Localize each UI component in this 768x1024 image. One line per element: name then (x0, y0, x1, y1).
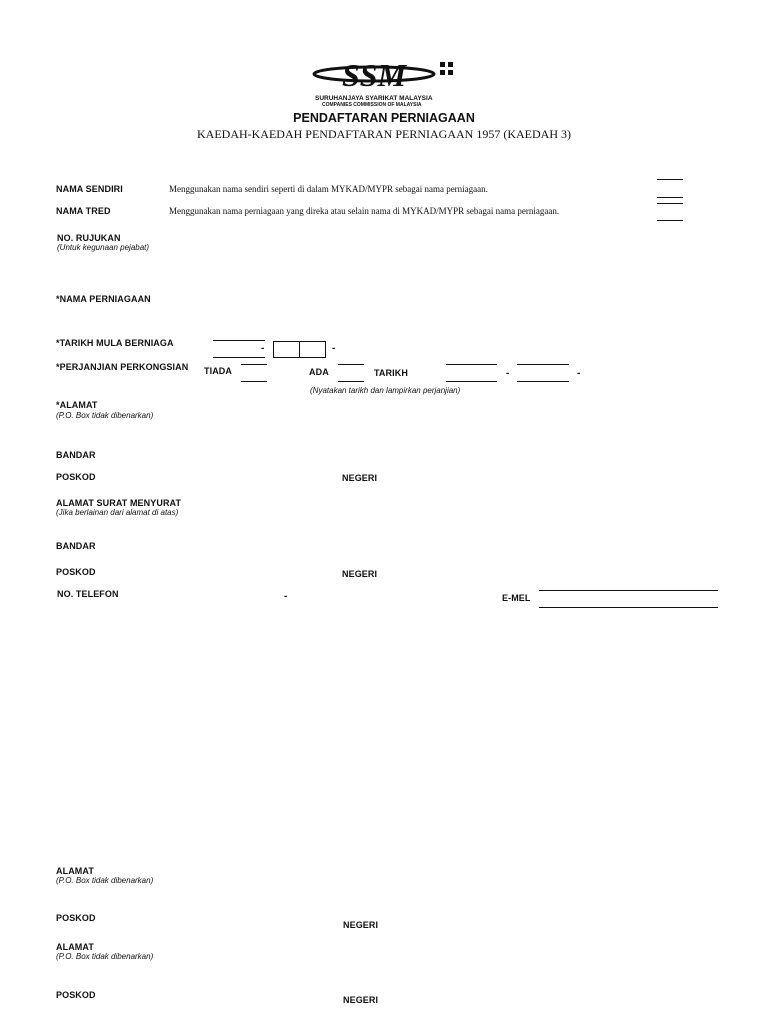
negeri2-label: NEGERI (342, 569, 378, 579)
option-nama-tred-desc: Menggunakan nama perniagaan yang direka atau selain nama di MYKAD/MYPR sebagai nama perniagaan. (169, 206, 560, 216)
ada-checkbox-line[interactable] (338, 381, 364, 382)
tarikh-mula-day-line[interactable] (213, 357, 265, 358)
nama-perniagaan-label: *NAMA PERNIAGAAN (56, 294, 151, 304)
perjanjian-date-dash-1: - (506, 368, 510, 379)
tarikh-mula-label: *TARIKH MULA BERNIAGA (56, 338, 174, 348)
email-field-line[interactable] (539, 607, 718, 608)
tarikh-mula-month-box-2[interactable] (299, 341, 326, 358)
email-field-line-top[interactable] (539, 590, 718, 591)
tiada-checkbox-line[interactable] (241, 381, 267, 382)
perjanjian-date-month-line[interactable] (517, 381, 569, 382)
option-nama-tred-checkbox-line[interactable] (657, 220, 683, 221)
email-label: E-MEL (502, 593, 531, 603)
tarikh-label: TARIKH (374, 368, 408, 378)
perjanjian-date-day-line[interactable] (446, 381, 497, 382)
poskod-label: POSKOD (56, 472, 96, 482)
bandar2-label: BANDAR (56, 541, 96, 551)
alamat-note: (P.O. Box tidak dibenarkan) (56, 411, 154, 420)
tarikh-mula-dash-2: - (332, 343, 336, 354)
alamat4-label: ALAMAT (56, 942, 94, 952)
no-rujukan-label: NO. RUJUKAN (57, 233, 121, 243)
ssm-logo-mark: SSM (342, 57, 407, 93)
tarikh-mula-dash-1: - (261, 343, 265, 354)
option-nama-sendiri-checkbox-line-top[interactable] (657, 179, 683, 180)
poskod4-label: POSKOD (56, 990, 96, 1000)
page-subtitle: KAEDAH-KAEDAH PENDAFTARAN PERNIAGAAN 1957 (KAEDAH 3) (196, 127, 571, 141)
no-rujukan-note: (Untuk kegunaan pejabat) (57, 243, 150, 252)
perjanjian-date-month-line-top[interactable] (517, 364, 569, 365)
tarikh-mula-day-line-top[interactable] (213, 340, 265, 341)
alamat-surat-note: (Jika berlainan dari alamat di atas) (56, 508, 179, 517)
alamat-label: *ALAMAT (56, 400, 98, 410)
tiada-checkbox-line-top[interactable] (241, 364, 267, 365)
perjanjian-note: (Nyatakan tarikh dan lampirkan perjanjian) (310, 386, 461, 395)
alamat4-note: (P.O. Box tidak dibenarkan) (56, 952, 154, 961)
perjanjian-date-day-line-top[interactable] (446, 364, 497, 365)
negeri3-label: NEGERI (343, 920, 379, 930)
perjanjian-label: *PERJANJIAN PERKONGSIAN (56, 362, 189, 372)
option-nama-sendiri-label: NAMA SENDIRI (56, 184, 123, 194)
option-nama-sendiri-checkbox-line[interactable] (657, 197, 683, 198)
option-nama-tred-label: NAMA TRED (56, 206, 111, 216)
negeri4-label: NEGERI (343, 995, 379, 1005)
alamat3-label: ALAMAT (56, 866, 94, 876)
ssm-logo (312, 56, 460, 108)
tiada-label: TIADA (204, 366, 232, 376)
bandar-label: BANDAR (56, 450, 96, 460)
logo-org-ms: SURUHANJAYA SYARIKAT MALAYSIA (315, 95, 433, 102)
no-telefon-dash: - (284, 591, 288, 602)
negeri-label: NEGERI (342, 473, 378, 483)
alamat3-note: (P.O. Box tidak dibenarkan) (56, 876, 154, 885)
perjanjian-date-dash-2: - (577, 368, 581, 379)
poskod3-label: POSKOD (56, 913, 96, 923)
ada-checkbox-line-top[interactable] (338, 364, 364, 365)
poskod2-label: POSKOD (56, 567, 96, 577)
logo-org-en: COMPANIES COMMISSION OF MALAYSIA (322, 102, 422, 108)
option-nama-sendiri-desc: Menggunakan nama sendiri seperti di dalam MYKAD/MYPR sebagai nama perniagaan. (169, 184, 488, 194)
ssm-logo-icon (312, 56, 460, 96)
page-title: PENDAFTARAN PERNIAGAAN (293, 111, 475, 125)
ada-label: ADA (309, 367, 329, 377)
tarikh-mula-month-box[interactable] (273, 341, 300, 358)
option-nama-tred-checkbox-line-top[interactable] (657, 203, 683, 204)
no-telefon-label: NO. TELEFON (57, 589, 119, 599)
alamat-surat-label: ALAMAT SURAT MENYURAT (56, 498, 182, 508)
